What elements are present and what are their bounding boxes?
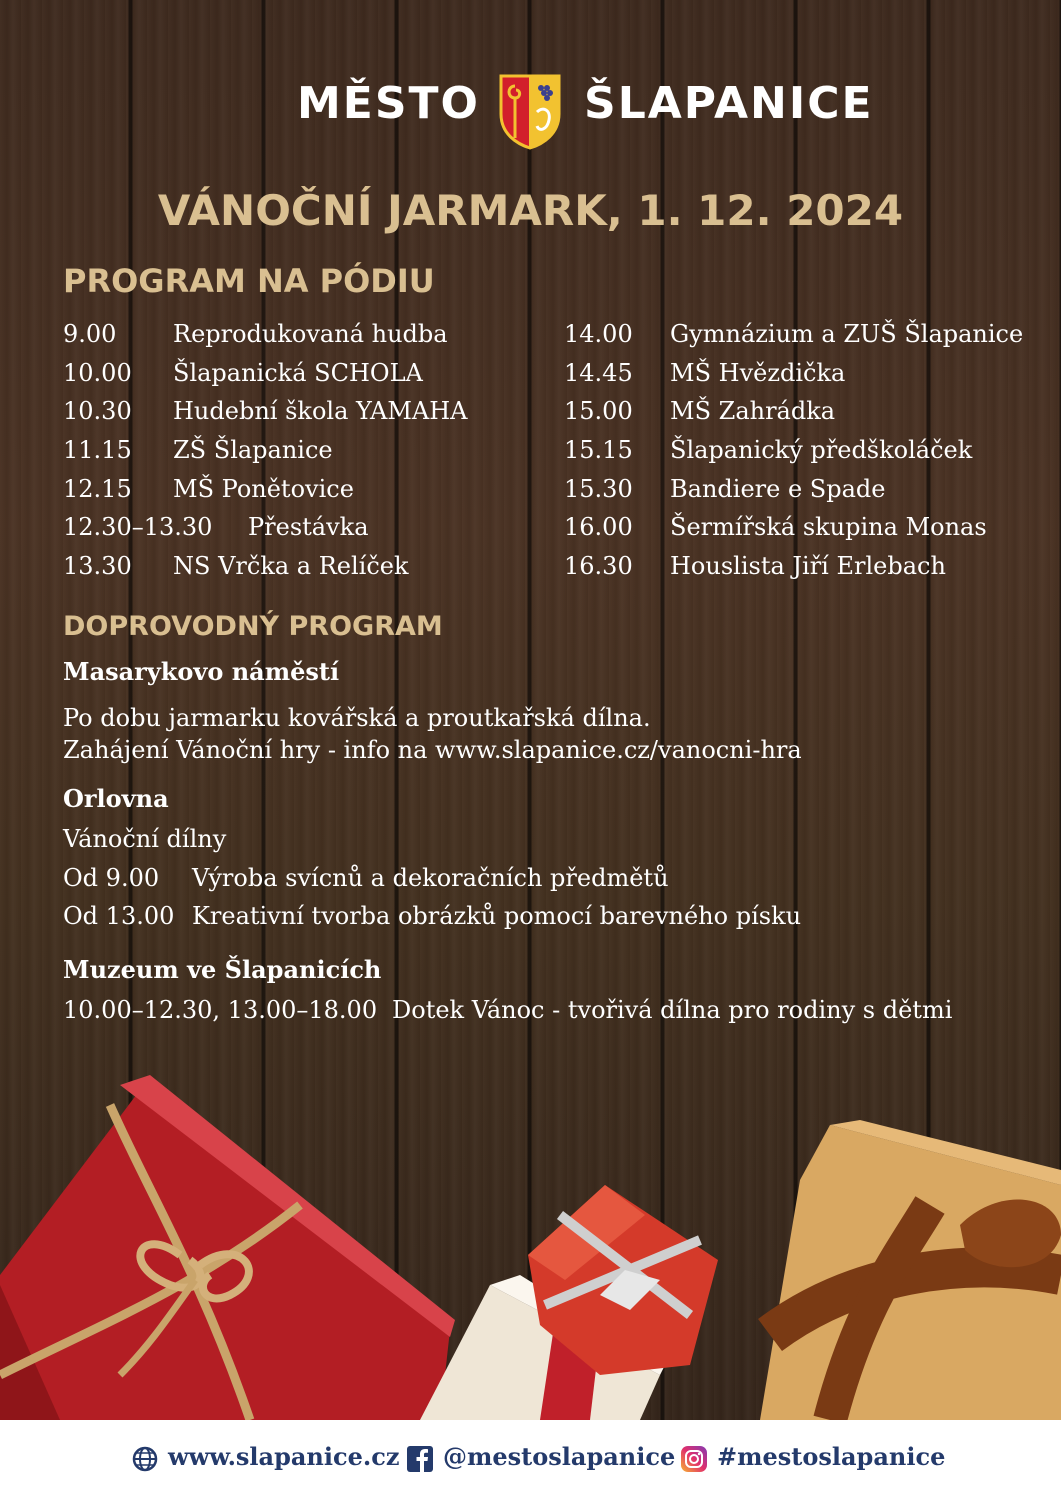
schedule-performer: Šermířská skupina Monas xyxy=(670,513,987,541)
globe-icon xyxy=(132,1446,158,1472)
schedule-time: 10.30 xyxy=(63,397,132,425)
venue-title-muzeum: Muzeum ve Šlapanicích xyxy=(63,955,382,984)
schedule-time: 15.30 xyxy=(564,475,633,503)
schedule-performer: Bandiere e Spade xyxy=(670,475,886,503)
footer-website-link[interactable]: www.slapanice.cz xyxy=(168,1442,400,1471)
schedule-performer: Hudební škola YAMAHA xyxy=(173,397,468,425)
venue-title-masaryk: Masarykovo náměstí xyxy=(63,657,340,686)
brown-gift-box xyxy=(760,1120,1061,1420)
facebook-icon xyxy=(407,1446,433,1472)
brand-word-slapanice: ŠLAPANICE xyxy=(584,78,874,129)
schedule-performer: NS Vrčka a Relíček xyxy=(173,552,409,580)
workshop-name: Kreativní tvorba obrázků pomocí barevného písku xyxy=(192,902,802,930)
header xyxy=(0,72,1061,142)
schedule-time: 15.00 xyxy=(564,397,633,425)
workshop-time: Od 9.00 xyxy=(63,864,160,892)
workshop-name: Dotek Vánoc - tvořivá dílna pro rodiny s dětmi xyxy=(392,996,953,1024)
schedule-time: 11.15 xyxy=(63,436,132,464)
schedule-performer: Gymnázium a ZUŠ Šlapanice xyxy=(670,320,1024,348)
schedule-performer: ZŠ Šlapanice xyxy=(173,436,333,464)
schedule-time: 10.00 xyxy=(63,359,132,387)
schedule-performer: Šlapanický předškoláček xyxy=(670,436,973,464)
schedule-performer: Reprodukovaná hudba xyxy=(173,320,448,348)
brand-word-mesto: MĚSTO xyxy=(297,78,480,129)
schedule-performer: Houslista Jiří Erlebach xyxy=(670,552,946,580)
schedule-time: 16.00 xyxy=(564,513,633,541)
workshop-time: 10.00–12.30, 13.00–18.00 xyxy=(63,996,378,1024)
city-crest-icon xyxy=(497,72,563,150)
footer xyxy=(0,1420,1061,1500)
workshop-name: Výroba svícnů a dekoračních předmětů xyxy=(192,864,669,892)
red-gift-box xyxy=(0,1075,455,1420)
workshop-time: Od 13.00 xyxy=(63,902,175,930)
gift-boxes-illustration xyxy=(0,1075,1061,1420)
schedule-time: 15.15 xyxy=(564,436,633,464)
stage-program-heading: PROGRAM NA PÓDIU xyxy=(63,262,435,300)
footer-instagram-link[interactable]: #mestoslapanice xyxy=(717,1442,946,1471)
schedule-performer: MŠ Zahrádka xyxy=(670,397,836,425)
schedule-time: 12.30–13.30 xyxy=(63,513,213,541)
venue-line: Vánoční dílny xyxy=(63,825,227,853)
schedule-time: 9.00 xyxy=(63,320,117,348)
schedule-time: 14.45 xyxy=(564,359,633,387)
schedule-performer: Přestávka xyxy=(248,513,369,541)
schedule-performer: MŠ Hvězdička xyxy=(670,359,846,387)
venue-title-orlovna: Orlovna xyxy=(63,784,169,813)
instagram-icon xyxy=(681,1446,707,1472)
schedule-time: 16.30 xyxy=(564,552,633,580)
schedule-performer: MŠ Ponětovice xyxy=(173,475,354,503)
schedule-performer: Šlapanická SCHOLA xyxy=(173,359,423,387)
footer-facebook-link[interactable]: @mestoslapanice xyxy=(443,1442,676,1471)
schedule-time: 14.00 xyxy=(564,320,633,348)
page-title: VÁNOČNÍ JARMARK, 1. 12. 2024 xyxy=(157,186,904,235)
schedule-time: 13.30 xyxy=(63,552,132,580)
venue-line: Po dobu jarmarku kovářská a proutkařská dílna. xyxy=(63,704,651,732)
accompanying-program-heading: DOPROVODNÝ PROGRAM xyxy=(63,611,443,642)
venue-line: Zahájení Vánoční hry - info na www.slapanice.cz/vanocni-hra xyxy=(63,736,802,764)
schedule-time: 12.15 xyxy=(63,475,132,503)
